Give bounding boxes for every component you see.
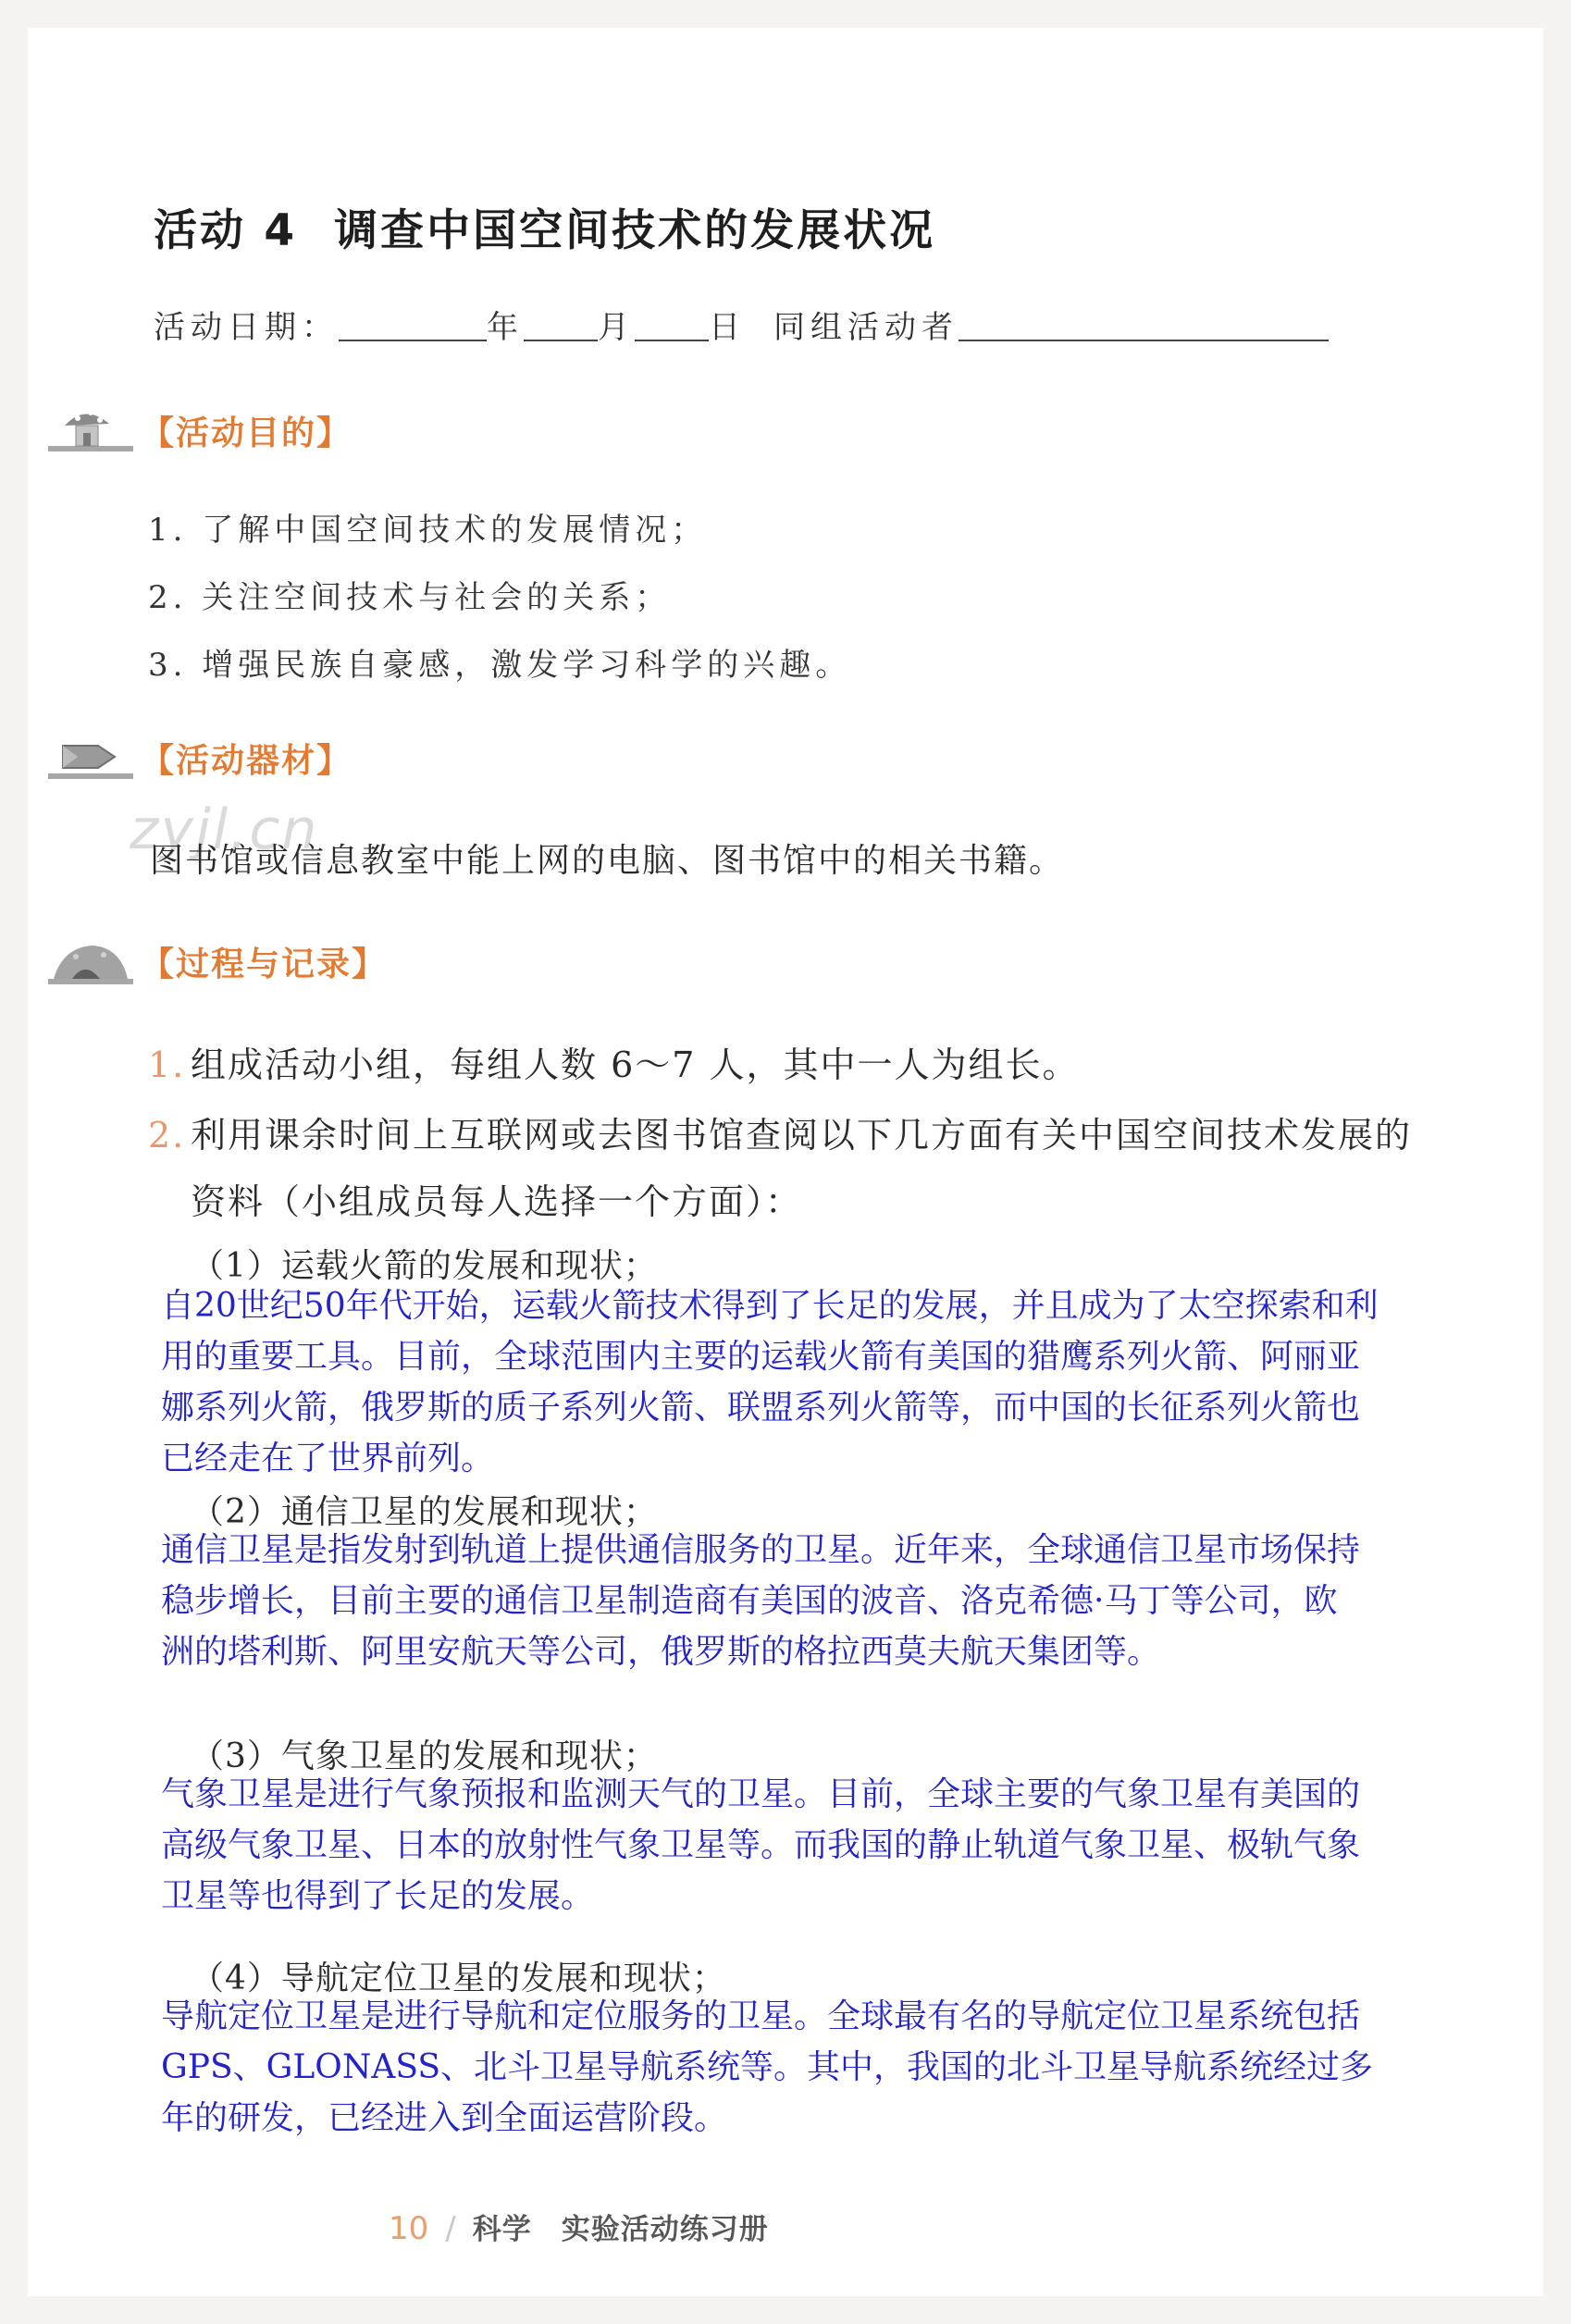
materials-text: 图书馆或信息教室中能上网的电脑、图书馆中的相关书籍。: [150, 842, 1065, 880]
answer-line: 自20世纪50年代开始，运载火箭技术得到了长足的发展，并且成为了太空探索和利: [161, 1287, 1379, 1325]
topic-label: （2）通信卫星的发展和现状；: [191, 1493, 658, 1531]
answer-line: 气象卫星是进行气象预报和监测天气的卫星。目前，全球主要的气象卫星有美国的: [161, 1775, 1361, 1813]
answer-line: 娜系列火箭，俄罗斯的质子系列火箭、联盟系列火箭等，而中国的长征系列火箭也: [161, 1389, 1361, 1427]
page-number: 10: [389, 2210, 429, 2247]
year-blank[interactable]: [339, 306, 487, 341]
step-number: 2.: [148, 1115, 186, 1156]
materials-block-icon: [44, 725, 137, 790]
cave-hill-icon: [44, 929, 137, 994]
answer-block: [161, 1991, 1373, 2144]
day-blank[interactable]: [635, 306, 709, 341]
answer-line: 导航定位卫星是进行导航和定位服务的卫星。全球最有名的导航定位卫星系统包括: [161, 1997, 1361, 2035]
month-label: 月: [598, 309, 635, 346]
step-number: 1.: [148, 1045, 186, 1085]
answer-line: 洲的塔利斯、阿里安航天等公司，俄罗斯的格拉西莫夫航天集团等。: [161, 1633, 1161, 1671]
mushroom-house-icon: [44, 398, 137, 463]
purpose-item: 3. 增强民族自豪感，激发学习科学的兴趣。: [148, 647, 852, 684]
activity-title: 调查中国空间技术的发展状况: [334, 205, 936, 256]
topic-label: （1）运载火箭的发展和现状；: [191, 1247, 658, 1285]
activity-number: 活动 4: [154, 205, 298, 256]
day-label: 日: [709, 309, 746, 346]
month-blank[interactable]: [524, 306, 598, 341]
page-footer: [389, 2206, 769, 2247]
answer-line: 卫星等也得到了长足的发展。: [161, 1877, 595, 1915]
section-purpose: [44, 398, 352, 463]
step-text: 利用课余时间上互联网或去图书馆查阅以下几方面有关中国空间技术发展的: [191, 1115, 1413, 1156]
section-process: [44, 929, 387, 994]
footer-separator: /: [445, 2210, 456, 2247]
section-materials-label: 【活动器材】: [141, 741, 353, 780]
process-step: [148, 1036, 1080, 1087]
answer-line: 稳步增长，目前主要的通信卫星制造商有美国的波音、洛克希德·马丁等公司，欧: [161, 1582, 1338, 1620]
step-text-continued: 资料（小组成员每人选择一个方面）：: [191, 1181, 803, 1222]
date-label: 活动日期：: [154, 309, 339, 346]
answer-line: 高级气象卫星、日本的放射性气象卫星等。而我国的静止轨道气象卫星、极轨气象: [161, 1826, 1361, 1864]
section-materials: [44, 725, 352, 790]
step-text: 组成活动小组，每组人数 6～7 人，其中一人为组长。: [191, 1045, 1080, 1085]
section-purpose-label: 【活动目的】: [141, 414, 353, 452]
answer-block: [161, 1280, 1379, 1484]
partners-blank[interactable]: [959, 306, 1329, 341]
topic-label: （3）气象卫星的发展和现状；: [191, 1737, 658, 1775]
answer-line: GPS、GLONASS、北斗卫星导航系统等。其中，我国的北斗卫星导航系统经过多: [161, 2048, 1374, 2086]
answer-block: [161, 1769, 1360, 1922]
answer-line: 用的重要工具。目前，全球范围内主要的运载火箭有美国的猎鹰系列火箭、阿丽亚: [161, 1338, 1361, 1376]
process-step: [148, 1106, 1412, 1157]
date-line: [154, 302, 1329, 347]
answer-line: 已经走在了世界前列。: [161, 1440, 495, 1477]
topic-label: （4）导航定位卫星的发展和现状；: [191, 1959, 726, 1997]
watermark: zyjl.cn: [130, 797, 319, 862]
answer-block: [161, 1525, 1360, 1677]
answer-line: 通信卫星是指发射到轨道上提供通信服务的卫星。近年来，全球通信卫星市场保持: [161, 1531, 1361, 1569]
answer-line: 年的研发，已经进入到全面运营阶段。: [161, 2099, 728, 2137]
purpose-item: 1. 了解中国空间技术的发展情况；: [148, 512, 708, 549]
partners-label: 同组活动者: [773, 309, 959, 346]
purpose-item: 2. 关注空间技术与社会的关系；: [148, 579, 672, 616]
section-process-label: 【过程与记录】: [141, 945, 388, 983]
year-label: 年: [487, 309, 524, 346]
book-title: 科学 实验活动练习册: [472, 2213, 769, 2246]
page-title: [154, 196, 935, 258]
